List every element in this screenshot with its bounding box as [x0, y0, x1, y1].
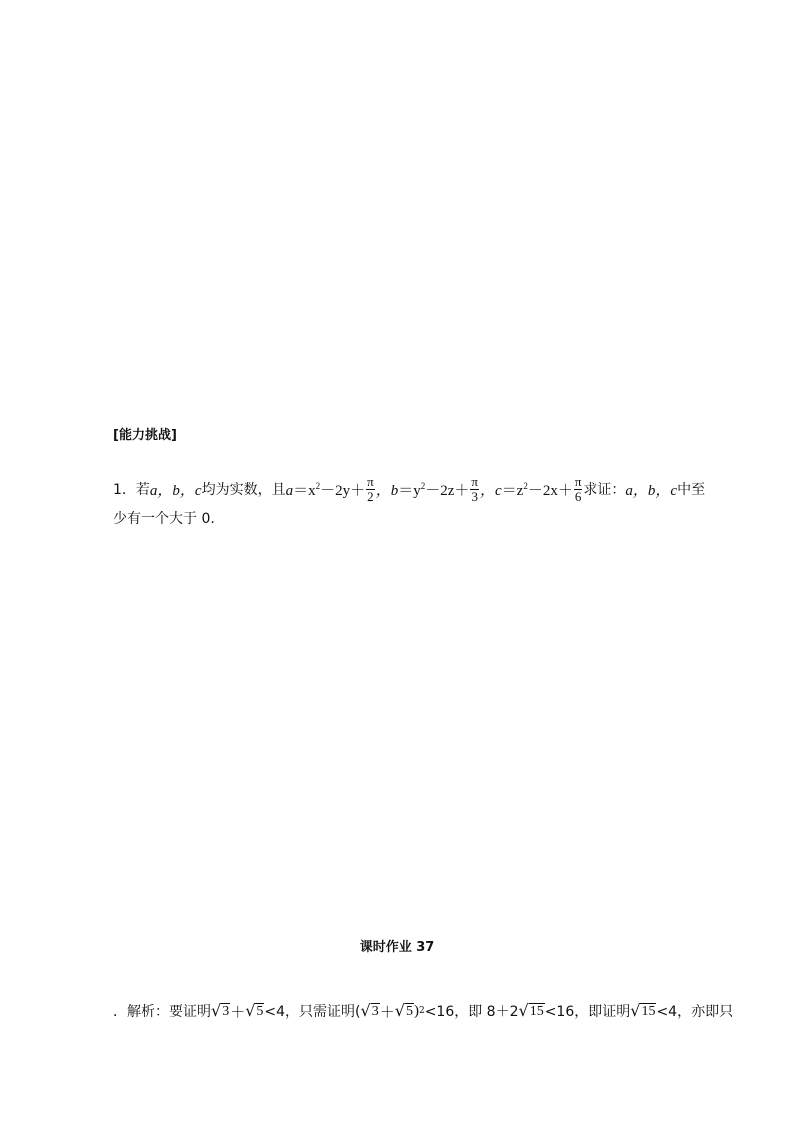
eq-c-mid: －2x＋: [527, 482, 573, 499]
sqrt-15-b: √ 15: [630, 1001, 656, 1020]
problem-number: 1．: [113, 482, 136, 498]
solution-lt4: <4，只需证明(: [264, 1004, 361, 1020]
sqrt-5: √ 5: [245, 1001, 264, 1020]
solution-line: ．解析：要证明 √ 3 ＋ √ 5 <4，只需证明( √ 3 ＋ √ 5 ) 2 <16，即 8＋2 √ 15 <16，即证明 √ 15 <4，亦即只: [113, 1001, 734, 1021]
frac-b-den: 3: [471, 488, 478, 504]
solution-lt16: <16，即 8＋2: [424, 1004, 519, 1020]
eq-c-pre: ＝z: [501, 482, 524, 499]
section-heading: [能力挑战]: [113, 428, 177, 443]
eq-a-mid: －2y＋: [320, 482, 366, 499]
sqrt-15: √ 15: [518, 1001, 544, 1020]
solution-lt16b: <16，即证明: [544, 1004, 631, 1020]
paren-close: ): [413, 1002, 419, 1019]
fraction-pi-over-3: [470, 475, 479, 504]
problem-intro-2: 均为实数，且: [201, 482, 286, 498]
plus-2: ＋: [379, 1004, 395, 1021]
eq-b-pre: ＝y: [398, 482, 421, 499]
prove-label: 求证：: [583, 482, 626, 498]
frac-a-num: π: [367, 473, 374, 489]
problem-1-statement: [113, 472, 705, 506]
exp-a: 2: [315, 480, 321, 491]
var-b: ，b: [375, 482, 399, 499]
frac-c-num: π: [574, 473, 582, 489]
conclusion-tail: 中至: [677, 482, 706, 498]
solution-tail: <4，亦即只: [656, 1004, 734, 1020]
fraction-pi-over-2: [366, 475, 375, 504]
var-a: a: [285, 482, 294, 499]
homework-title: 课时作业 37: [359, 940, 435, 955]
sqrt-5-b: √ 5: [394, 1001, 413, 1020]
fraction-pi-over-6: [574, 475, 583, 504]
sqrt-3: √ 3: [211, 1001, 230, 1020]
problem-variables: a，b，c: [149, 482, 202, 499]
exp-b: 2: [420, 480, 426, 491]
frac-b-num: π: [471, 473, 478, 489]
frac-c-den: 6: [574, 488, 582, 504]
problem-intro: 若: [135, 482, 150, 498]
var-c: ，c: [479, 482, 502, 499]
problem-1-continuation: 少有一个大于 0.: [113, 511, 215, 527]
eq-b-mid: －2z＋: [425, 482, 470, 499]
equation-a: [286, 479, 366, 500]
sqrt-3-b: √ 3: [360, 1001, 379, 1020]
frac-a-den: 2: [367, 488, 374, 504]
exp-c: 2: [523, 480, 528, 491]
equation-c: [480, 479, 573, 500]
solution-lead: ．解析：要证明: [113, 1004, 211, 1020]
equation-b: [376, 479, 470, 500]
eq-a-pre: ＝x: [293, 482, 316, 499]
plus-1: ＋: [230, 1004, 246, 1021]
conclusion-variables: a，b，c: [625, 482, 678, 499]
